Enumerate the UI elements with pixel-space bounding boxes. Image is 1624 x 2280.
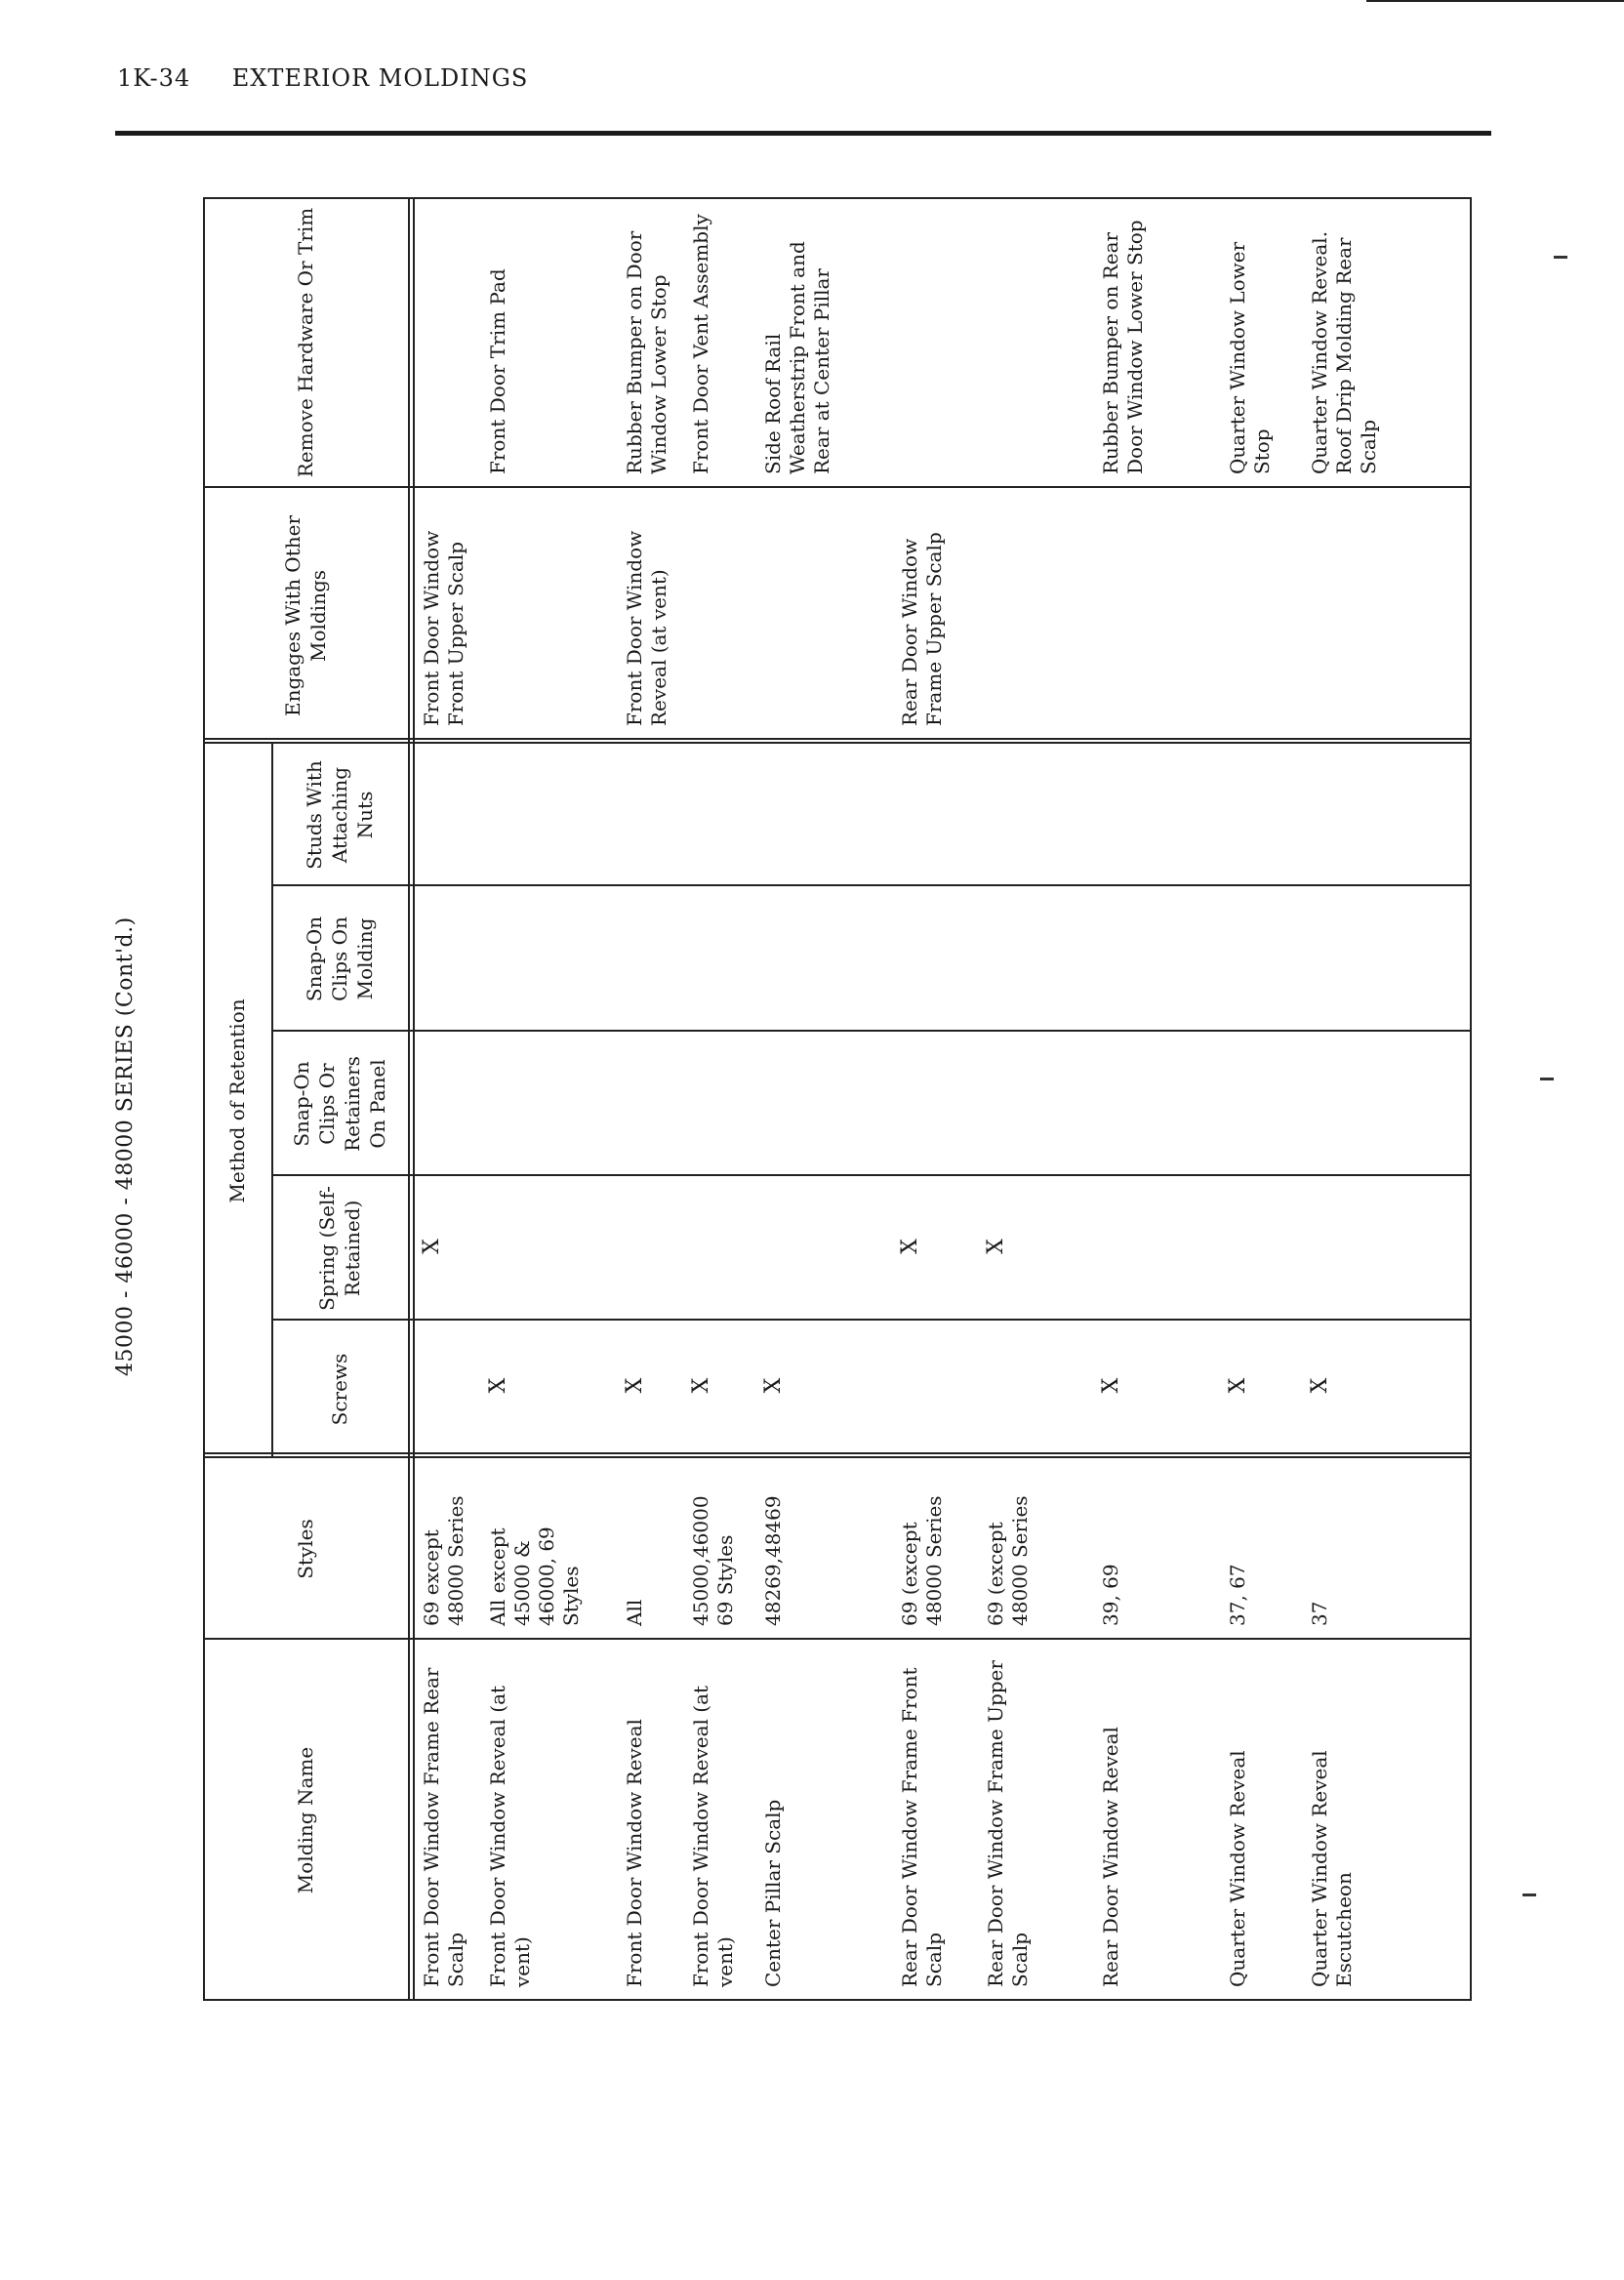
spring-cell — [1226, 1186, 1306, 1307]
snap-on-molding-cell — [689, 896, 759, 1018]
engages-cell — [1308, 498, 1464, 726]
header-molding-name: Molding Name — [294, 1746, 317, 1894]
remove-cell — [984, 207, 1097, 474]
studs-cell — [761, 753, 894, 873]
styles-cell: 69 (except 48000 Series — [984, 1495, 1032, 1626]
snap-on-panel-cell — [898, 1041, 982, 1162]
spring-cell — [623, 1186, 687, 1307]
screws-cell: X — [689, 1377, 713, 1394]
snap-on-molding-cell — [1308, 896, 1464, 1018]
snap-on-molding-cell — [1099, 896, 1224, 1018]
studs-cell — [623, 753, 687, 873]
series-title: 45000 - 46000 - 48000 SERIES (Cont'd.) — [113, 916, 138, 1376]
molding-name-cell: Rear Door Window Frame Front Scalp — [898, 1667, 946, 1987]
method-subcolumn-rule — [408, 1174, 1472, 1176]
studs-cell — [689, 753, 759, 873]
retention-table-rotated — [203, 197, 1472, 2001]
snap-on-panel-cell — [761, 1041, 894, 1162]
margin-mark — [1554, 256, 1567, 259]
spring-cell: X — [898, 1239, 922, 1254]
snap-on-panel-cell — [486, 1041, 619, 1162]
remove-cell: Front Door Vent Assembly — [689, 214, 712, 474]
molding-name-cell: Center Pillar Scalp — [761, 1799, 785, 1987]
engages-cell: Front Door Window Reveal (at vent) — [623, 530, 670, 726]
header-engages: Engages With Other Moldings — [281, 514, 330, 717]
header-screws: Screws — [328, 1353, 351, 1426]
screws-cell — [420, 1330, 484, 1441]
screws-cell: X — [1308, 1377, 1332, 1394]
method-subcolumn-rule — [408, 1030, 1472, 1032]
molding-name-cell: Rear Door Window Reveal — [1099, 1727, 1122, 1987]
spring-cell — [689, 1186, 759, 1307]
snap-on-molding-cell — [1226, 896, 1306, 1018]
styles-cell: All — [623, 1599, 646, 1626]
spring-cell — [486, 1186, 619, 1307]
studs-cell — [898, 753, 982, 873]
margin-mark — [1540, 1078, 1554, 1080]
margin-mark — [1522, 1893, 1536, 1896]
remove-cell: Quarter Window Lower Stop — [1226, 241, 1274, 474]
snap-on-molding-cell — [761, 896, 894, 1018]
top-corner-rule — [1366, 0, 1624, 2]
snap-on-molding-cell — [420, 896, 484, 1018]
styles-cell: 69 (except 48000 Series — [898, 1495, 946, 1626]
studs-cell — [486, 753, 619, 873]
studs-cell — [1226, 753, 1306, 873]
engages-cell: Front Door Window Front Upper Scalp — [420, 530, 467, 726]
spring-cell: X — [984, 1239, 1008, 1254]
molding-name-cell: Quarter Window Reveal — [1226, 1750, 1249, 1987]
spring-cell — [1308, 1186, 1464, 1307]
header-styles: Styles — [294, 1519, 317, 1579]
styles-cell: 37, 67 — [1226, 1564, 1249, 1626]
remove-cell — [898, 207, 982, 474]
snap-on-panel-cell — [1308, 1041, 1464, 1162]
styles-cell: All except 45000 & 46000, 69 Styles — [486, 1527, 583, 1626]
page-number: 1K-34 — [117, 64, 191, 92]
screws-cell: X — [1226, 1377, 1250, 1394]
styles-cell: 69 except 48000 Series — [420, 1495, 467, 1626]
molding-name-cell: Front Door Window Reveal (at vent) — [486, 1685, 534, 1987]
snap-on-panel-cell — [984, 1041, 1097, 1162]
snap-on-molding-cell — [898, 896, 982, 1018]
method-subcolumn-rule — [408, 884, 1472, 886]
header-snap-on-molding: Snap-On Clips On Molding — [303, 916, 377, 1002]
screws-cell: X — [761, 1377, 786, 1394]
studs-cell — [984, 753, 1097, 873]
screws-cell: X — [486, 1377, 510, 1394]
header-rule — [408, 197, 410, 2001]
studs-cell — [1308, 753, 1464, 873]
screws-cell — [984, 1330, 1097, 1441]
engages-cell — [1099, 498, 1224, 726]
remove-cell: Quarter Window Reveal. Roof Drip Molding Rear Scalp — [1308, 230, 1380, 474]
styles-cell: 48269,48469 — [761, 1495, 785, 1626]
molding-name-cell: Front Door Window Frame Rear Scalp — [420, 1667, 467, 1987]
styles-cell: 37 — [1308, 1601, 1331, 1626]
screws-cell — [898, 1330, 982, 1441]
screws-cell: X — [1099, 1377, 1123, 1394]
engages-cell — [689, 498, 759, 726]
header-rule — [115, 131, 1491, 136]
snap-on-molding-cell — [623, 896, 687, 1018]
engages-cell: Rear Door Window Frame Upper Scalp — [898, 532, 946, 726]
header-studs: Studs With Attaching Nuts — [303, 760, 377, 870]
molding-name-cell: Quarter Window Reveal Escutcheon — [1308, 1750, 1356, 1987]
header-remove: Remove Hardware Or Trim — [294, 207, 317, 478]
spring-cell: X — [420, 1239, 444, 1254]
snap-on-panel-cell — [1099, 1041, 1224, 1162]
header-rule-double — [413, 197, 415, 2001]
snap-on-panel-cell — [689, 1041, 759, 1162]
snap-on-panel-cell — [420, 1041, 484, 1162]
molding-name-cell: Front Door Window Reveal — [623, 1719, 646, 1987]
engages-cell — [984, 498, 1097, 726]
molding-name-cell: Rear Door Window Frame Upper Scalp — [984, 1660, 1032, 1987]
snap-on-molding-cell — [984, 896, 1097, 1018]
remove-cell — [420, 207, 484, 474]
engages-cell — [1226, 498, 1306, 726]
spring-cell — [761, 1186, 894, 1307]
section-title: EXTERIOR MOLDINGS — [231, 64, 529, 92]
table-border-bottom — [1470, 197, 1472, 2001]
studs-cell — [420, 753, 484, 873]
studs-cell — [1099, 753, 1224, 873]
method-subcolumn-rule — [408, 1319, 1472, 1321]
page-header — [117, 64, 528, 92]
header-method-of-retention: Method of Retention — [225, 998, 249, 1203]
remove-cell: Rubber Bumper on Door Window Lower Stop — [623, 230, 670, 474]
remove-cell: Rubber Bumper on Rear Door Window Lower Stop — [1099, 220, 1147, 474]
snap-on-panel-cell — [623, 1041, 687, 1162]
styles-cell: 39, 69 — [1099, 1564, 1122, 1626]
header-snap-on-panel: Snap-On Clips Or Retainers On Panel — [290, 1056, 389, 1152]
snap-on-molding-cell — [486, 896, 619, 1018]
snap-on-panel-cell — [1226, 1041, 1306, 1162]
remove-cell: Side Roof Rail Weatherstrip Front and Rear at Center Pillar — [761, 241, 833, 474]
spring-cell — [1099, 1186, 1224, 1307]
styles-cell: 45000,46000 69 Styles — [689, 1495, 737, 1626]
molding-name-cell: Front Door Window Reveal (at vent) — [689, 1685, 737, 1987]
header-spring: Spring (Self-Retained) — [315, 1186, 364, 1311]
remove-cell: Front Door Trim Pad — [486, 268, 509, 474]
engages-cell — [486, 498, 619, 726]
screws-cell: X — [623, 1377, 647, 1394]
engages-cell — [761, 498, 894, 726]
